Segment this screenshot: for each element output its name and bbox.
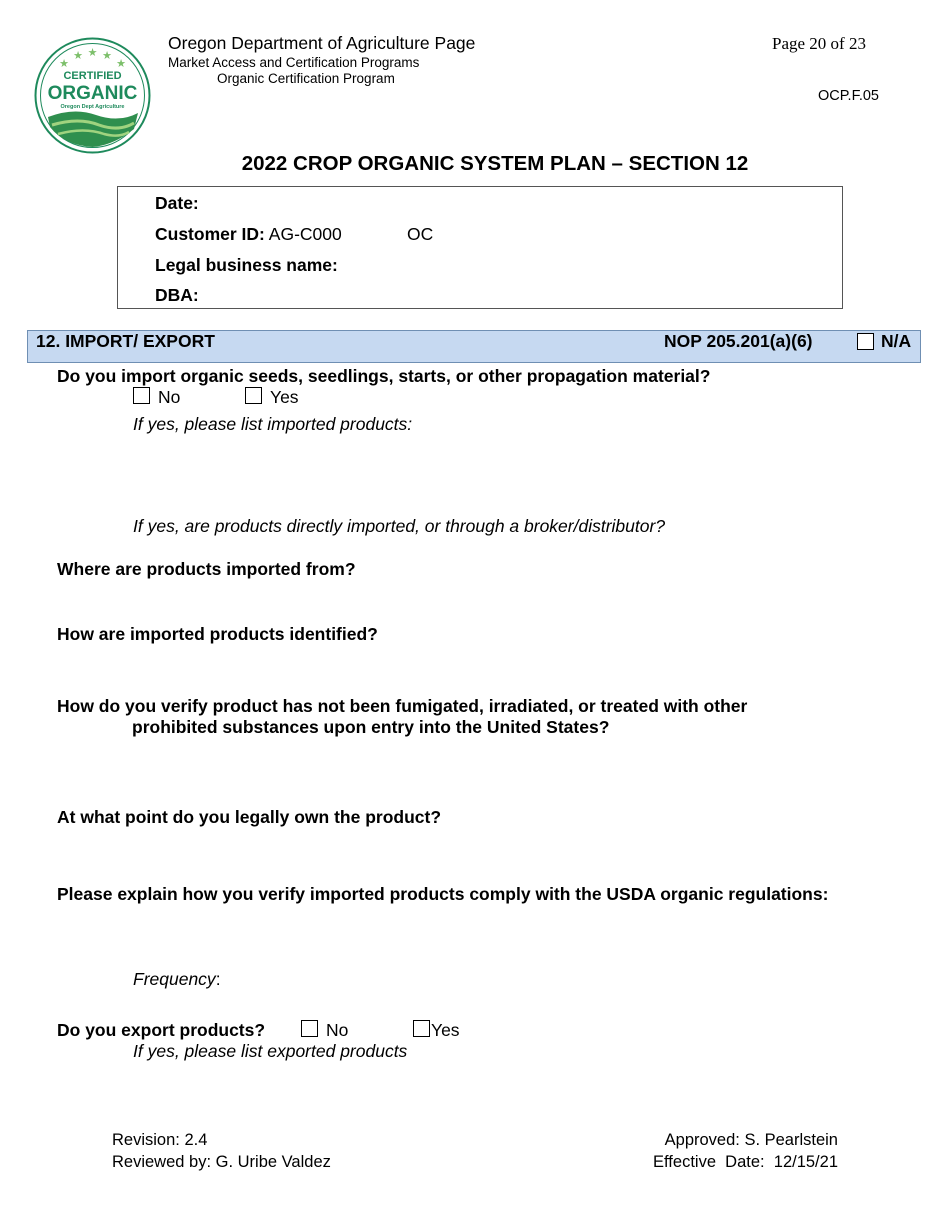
department-name: Oregon Department of Agriculture Page xyxy=(168,33,476,53)
page-title: 2022 CROP ORGANIC SYSTEM PLAN – SECTION 12 xyxy=(241,152,749,175)
frequency-label: Frequency xyxy=(133,969,216,989)
import-yes-label: Yes xyxy=(270,387,299,407)
effective-date: Effective Date: 12/15/21 xyxy=(653,1153,838,1171)
svg-text:★: ★ xyxy=(102,49,112,62)
svg-text:★: ★ xyxy=(116,57,126,70)
na-label: N/A xyxy=(881,331,912,351)
applicant-info-box xyxy=(117,186,843,309)
compliance-question: Please explain how you verify imported products comply with the USDA organic regulations: xyxy=(57,884,829,904)
import-origin-question: Where are products imported from? xyxy=(57,559,356,579)
logo-sub-text: Oregon Dept Agriculture xyxy=(60,104,125,110)
reviewed-by: Reviewed by: G. Uribe Valdez xyxy=(112,1153,331,1171)
fumigation-question-line2: prohibited substances upon entry into the United States? xyxy=(132,717,610,737)
logo-top-text: CERTIFIED xyxy=(63,70,122,82)
export-yes-checkbox[interactable] xyxy=(413,1020,430,1037)
export-no-checkbox[interactable] xyxy=(301,1020,318,1037)
frequency-field[interactable]: Frequency: xyxy=(133,969,221,989)
import-identification-question: How are imported products identified? xyxy=(57,624,378,644)
svg-text:★: ★ xyxy=(59,57,69,70)
svg-text:★: ★ xyxy=(87,46,98,59)
logo-main-text: ORGANIC xyxy=(47,83,138,104)
import-no-label: No xyxy=(158,387,181,407)
form-code: OCP.F.05 xyxy=(818,88,879,104)
import-no-checkbox[interactable] xyxy=(133,387,150,404)
section-title: 12. IMPORT/ EXPORT xyxy=(36,331,215,351)
export-no-label: No xyxy=(326,1020,349,1040)
legal-name-label: Legal business name: xyxy=(155,255,338,275)
na-checkbox[interactable] xyxy=(857,333,874,350)
export-question: Do you export products? xyxy=(57,1020,266,1040)
page-number: Page 20 of 23 xyxy=(772,34,866,53)
certification-program: Organic Certification Program xyxy=(217,71,395,86)
ownership-question: At what point do you legally own the product? xyxy=(57,807,442,827)
dba-field[interactable] xyxy=(155,285,199,306)
broker-prompt: If yes, are products directly imported, or through a broker/distributor? xyxy=(133,516,666,536)
date-field[interactable] xyxy=(155,193,199,214)
approved-by: Approved: S. Pearlstein xyxy=(664,1131,838,1149)
dba-label: DBA: xyxy=(155,285,199,305)
import-propagation-question: Do you import organic seeds, seedlings, starts, or other propagation material? xyxy=(57,366,711,386)
program-name: Market Access and Certification Programs xyxy=(168,55,420,70)
customer-id-label: Customer ID: xyxy=(155,224,265,244)
legal-name-field[interactable] xyxy=(155,255,338,276)
date-label: Date: xyxy=(155,193,199,213)
customer-id-suffix: OC xyxy=(407,224,434,244)
import-yes-checkbox[interactable] xyxy=(245,387,262,404)
organic-logo xyxy=(34,37,151,154)
export-yes-label: Yes xyxy=(431,1020,460,1040)
fumigation-question-line1: How do you verify product has not been fumigated, irradiated, or treated with other xyxy=(57,696,748,716)
import-list-prompt: If yes, please list imported products: xyxy=(133,414,413,434)
customer-id-value: AG-C000 xyxy=(268,224,342,244)
revision: Revision: 2.4 xyxy=(112,1131,208,1149)
customer-id-field[interactable] xyxy=(155,224,342,245)
export-list-prompt: If yes, please list exported products xyxy=(133,1041,408,1061)
svg-text:★: ★ xyxy=(73,49,83,62)
section-regulation: NOP 205.201(a)(6) xyxy=(664,331,813,351)
